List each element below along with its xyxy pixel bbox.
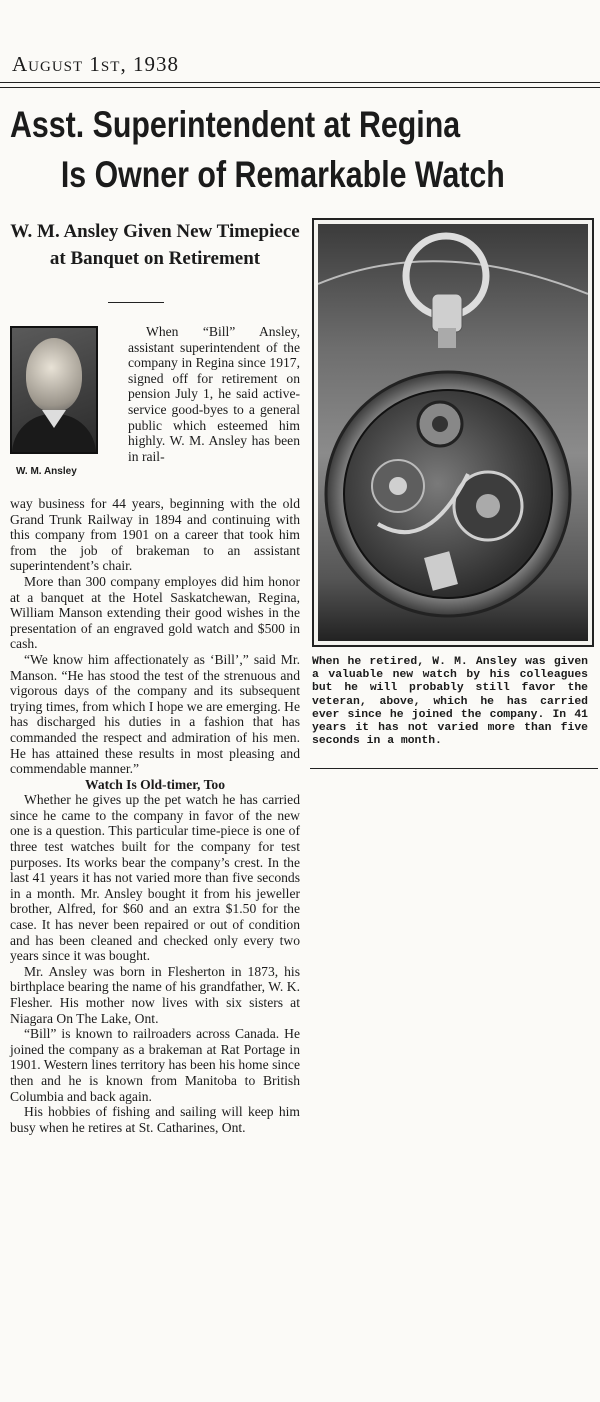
photo-caption: When he retired, W. M. Ansley was given a valuable new watch by his colleagues but he will probably still favor the veteran, above, which he has carried ever since he joined the company. In 41 years it has not varied more than five seconds in a month. bbox=[312, 656, 588, 748]
section-head: Watch Is Old-timer, Too bbox=[85, 776, 225, 792]
lead-paragraph-start: When “Bill” Ansley, assistant superintendent of the company in Regina since 1917, signed off for retirement on pension July 1, he said active-service good-byes to a general public which esteemed him highly. W. M. Ansley has been in rail- bbox=[128, 324, 300, 464]
paragraph-4: Whether he gives up the pet watch he has carried since he came to the company in favor of the new one is a question. This particular time-piece is one of three test watches built for the company for test purposes. Its works bear the company’s crest. In the last 41 years it has not varied more than five seconds in a month. Mr. Ansley bought it from his jeweller brother, Alfred, for $60 and an extra $1.50 for the case. It has never been repaired or out of condition and has been cleaned and checked only every two years since it was bought. bbox=[10, 792, 300, 964]
paragraph-5: Mr. Ansley was born in Flesherton in 1873, his birthplace bearing the name of his grandfather, W. K. Flesher. His mother now lives with six sisters at Niagara On The Lake, Ont. bbox=[10, 963, 300, 1026]
dateline-month: August bbox=[12, 52, 84, 76]
portrait-caption: W. M. Ansley bbox=[16, 466, 77, 477]
lead-paragraph-wrap bbox=[128, 324, 300, 464]
paragraph-7: His hobbies of fishing and sailing will keep him busy when he retires at St. Catharines, Ont. bbox=[10, 1104, 300, 1135]
top-rule bbox=[0, 82, 600, 83]
portrait-face bbox=[26, 338, 82, 412]
paragraph-2: More than 300 company employes did him honor at a banquet at the Hotel Saskatchewan, Regina, William Manson extending their good wishes in the presentation of an engraved gold watch and $500 in cash. bbox=[10, 573, 300, 652]
dateline-day: 1st bbox=[89, 52, 121, 76]
headline-line-1: Asst. Superintendent at Regina bbox=[10, 104, 461, 145]
paragraph-3: “We know him affectionately as ‘Bill’,” said Mr. Manson. “He has stood the test of the strenuous and vigorous days of the company and its subsequent trying times, from which I hope we are emerging. He has discharged his duties in a fashion that has commanded the respect and admiration of his men. He has attained these results in most pleasing and commendable manner.” bbox=[10, 651, 300, 777]
subhead-rule bbox=[108, 302, 164, 303]
headline bbox=[10, 100, 505, 200]
headline-line-2: Is Owner of Remarkable Watch bbox=[60, 154, 505, 195]
dateline-year: 1938 bbox=[132, 52, 179, 76]
lead-paragraph-cont: way business for 44 years, beginning with the old Grand Trunk Railway in 1894 and continuing with this company from 1901 on a career that took him from the job of brakeman to an assistant superintendent’s chair. bbox=[10, 496, 300, 574]
top-rule-thin bbox=[0, 87, 600, 88]
subhead: W. M. Ansley Given New Timepiece at Banquet on Retirement bbox=[10, 221, 300, 269]
watch-photo bbox=[318, 224, 588, 641]
portrait-photo bbox=[10, 326, 98, 454]
paragraph-6: “Bill” is known to railroaders across Canada. He joined the company as a brakeman at Rat Portage in 1901. Western lines territory has been his home since then and he is known from Manitoba to British Columbia and back again. bbox=[10, 1026, 300, 1104]
watch-photo-frame bbox=[312, 218, 594, 647]
watch-illustration bbox=[318, 224, 588, 641]
dateline: August 1st, 1938 bbox=[12, 52, 179, 76]
article-body bbox=[10, 496, 300, 1135]
caption-rule bbox=[310, 768, 598, 769]
